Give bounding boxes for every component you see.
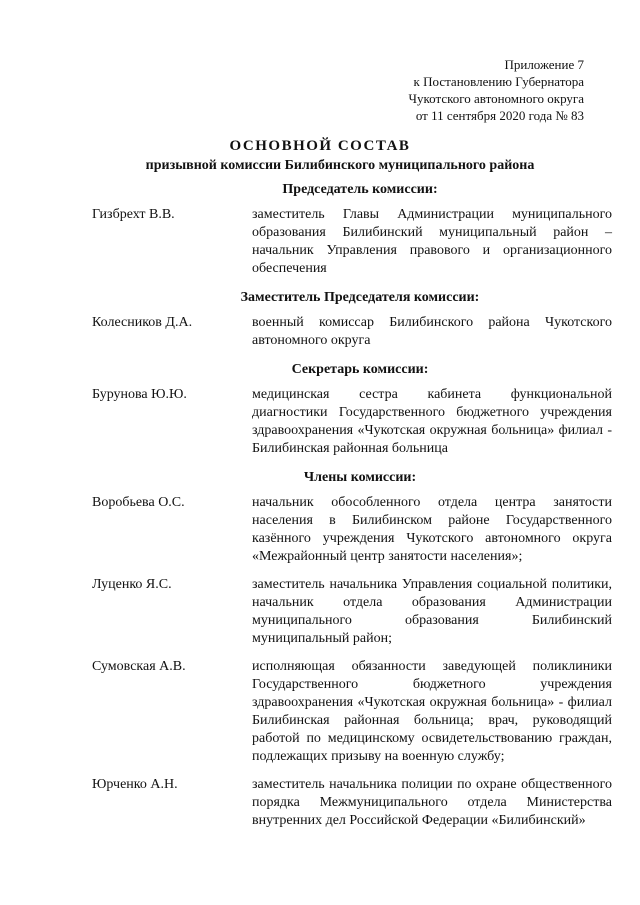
member-role: заместитель начальника Управления социальной политики, начальник отдела образования Администрации муниципального образования Билибинский муниципальный район; — [252, 577, 612, 646]
document-subtitle: призывной комиссии Билибинского муниципального района — [145, 158, 535, 173]
member-row — [92, 576, 612, 648]
member-row — [92, 386, 612, 458]
member-row — [92, 658, 612, 766]
member-row — [92, 776, 612, 830]
annex-date: от 11 сентября 2020 года № 83 — [415, 108, 584, 123]
section-heading-secretary: Секретарь комиссии: — [291, 362, 429, 377]
document-title: ОСНОВНОЙ СОСТАВ — [229, 138, 411, 154]
section-heading-members: Члены комиссии: — [303, 470, 417, 485]
section-heading-chairman: Председатель комиссии: — [282, 182, 438, 197]
member-name: Юрченко А.Н. — [92, 777, 178, 792]
member-row — [92, 206, 612, 278]
annex-reference — [344, 56, 584, 124]
annex-decree: к Постановлению Губернатора — [413, 74, 584, 89]
section-heading-deputy: Заместитель Председателя комиссии: — [240, 290, 480, 305]
member-role: военный комиссар Билибинского района Чукотского автономного округа — [252, 315, 612, 348]
member-name: Сумовская А.В. — [92, 659, 186, 674]
annex-region: Чукотского автономного округа — [408, 91, 584, 106]
member-name: Колесников Д.А. — [92, 315, 193, 330]
member-role: исполняющая обязанности заведующей поликлиники Государственного бюджетного учреждения здравоохранения «Чукотская окружная больница» - филиал Билибинская районная больница; врач, руководящий работой по медицинскому освидетельствованию граждан, подлежащих призыву на военную службу; — [252, 659, 612, 764]
member-row — [92, 314, 612, 350]
commission-sections — [92, 180, 612, 840]
member-role: начальник обособленного отдела центра занятости населения в Билибинском районе Государственного казённого учреждения Чукотского автономного округа «Межрайонный центр занятости населения»; — [252, 495, 612, 564]
member-role: заместитель начальника полиции по охране общественного порядка Межмуниципального отдела Министерства внутренних дел Российской Федерации «Билибинский» — [252, 777, 612, 828]
member-name: Гизбрехт В.В. — [92, 207, 175, 222]
member-role: заместитель Главы Администрации муниципального образования Билибинский муниципальный район – начальник Управления правового и организационного обеспечения — [252, 207, 612, 276]
member-role: медицинская сестра кабинета функциональной диагностики Государственного бюджетного учреждения здравоохранения «Чукотская окружная больница» филиал - Билибинская районная больница — [252, 387, 612, 456]
member-name: Луценко Я.С. — [92, 577, 172, 592]
member-row — [92, 494, 612, 566]
annex-number: Приложение 7 — [504, 57, 584, 72]
member-name: Бурунова Ю.Ю. — [92, 387, 187, 402]
member-name: Воробьева О.С. — [92, 495, 185, 510]
